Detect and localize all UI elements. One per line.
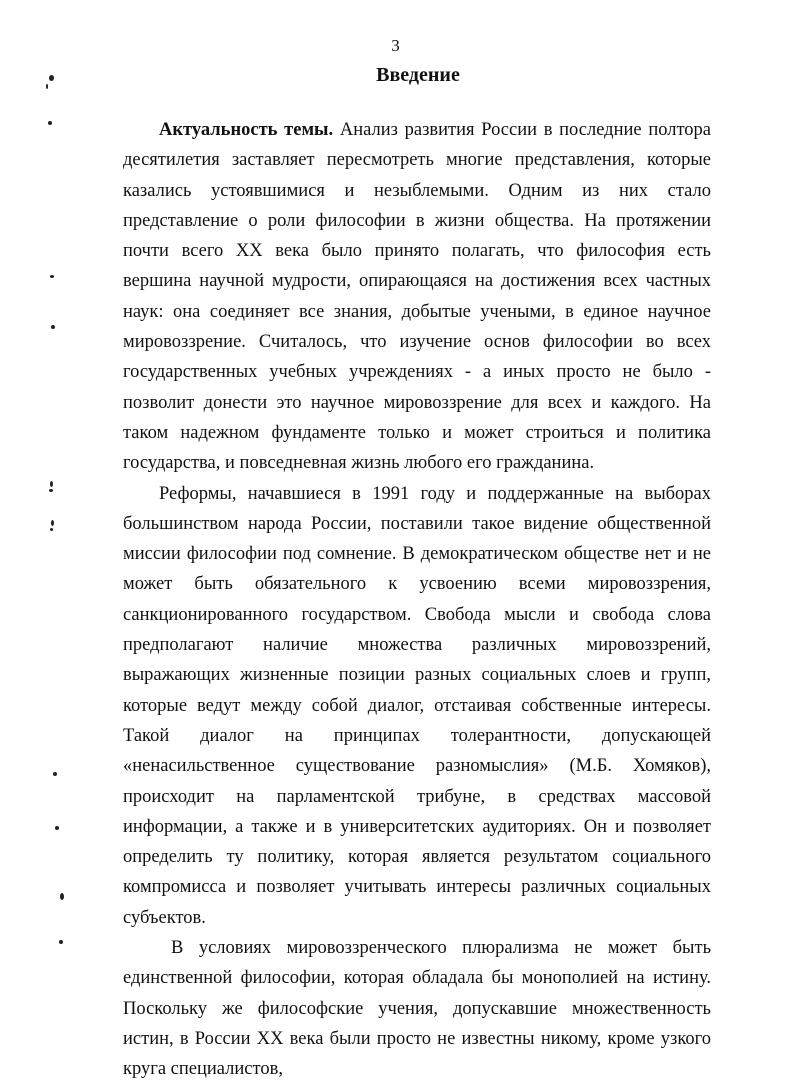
section-heading: Введение: [376, 64, 460, 86]
paragraph-text: В условиях мировоззренческого плюрализма не может быть единственной философии, которая обладала бы монополией на истину. Поскольку же философские учения, допускавшие множественность истин, в России XX века были просто не известны никому, кроме узкого круга специалистов,: [123, 938, 711, 1080]
scan-speck: [53, 772, 57, 776]
scan-speck: [50, 481, 53, 487]
scan-speck: [49, 489, 53, 492]
scan-speck: [50, 275, 54, 278]
paragraph-lead: Актуальность темы.: [159, 120, 334, 140]
scan-speck: [46, 84, 48, 89]
paragraph-2: [123, 479, 711, 933]
paragraph-1: [123, 115, 711, 479]
scan-speck: [48, 121, 52, 125]
scan-speck: [51, 520, 54, 526]
scan-speck: [50, 528, 53, 531]
paragraph-text: Анализ развития России в последние полтора десятилетия заставляет пересмотреть многие представления, которые казались устоявшимися и незыблемыми. Одним из них стало представление о роли философии в жизни общества. На протяжении почти всего XX века было принято полагать, что философия есть вершина научной мудрости, опирающаяся на достижения всех частных наук: она соединяет все знания, добытые учеными, в единое научное мировоззрение. Считалось, что изучение основ философии во всех государственных учебных учреждениях - а иных просто не было - позволит донести это научное мировоззрение для всех и каждого. На таком надежном фундаменте только и может строиться и политика государства, и повседневная жизнь любого его гражданина.: [123, 120, 712, 474]
scan-speck: [60, 893, 64, 900]
paragraph-3: [123, 933, 711, 1084]
body-text: [123, 115, 711, 1085]
scan-speck: [59, 940, 63, 944]
scan-speck: [55, 826, 59, 830]
page-number: 3: [391, 36, 400, 55]
scan-speck: [51, 325, 55, 329]
scan-speck: [49, 75, 54, 81]
paragraph-text: Реформы, начавшиеся в 1991 году и поддержанные на выборах большинством народа России, поставили такое видение общественной миссии философии под сомнение. В демократическом обществе нет и не может быть обязательного к усвоению всеми мировоззрения, санкционированного государством. Свобода мысли и свобода слова предполагают наличие множества различных мировоззрений, выражающих жизненные позиции разных социальных слоев и групп, которые ведут между собой диалог, отстаивая собственные интересы. Такой диалог на принципах толерантности, допускающей «ненасильственное существование разномыслия» (М.Б. Хомяков), происходит на парламентской трибуне, в средствах массовой информации, а также и в университетских аудиториях. Он и позволяет определить ту политику, которая является результатом социального компромисса и позволяет учитывать интересы различных социальных субъектов.: [123, 483, 711, 928]
